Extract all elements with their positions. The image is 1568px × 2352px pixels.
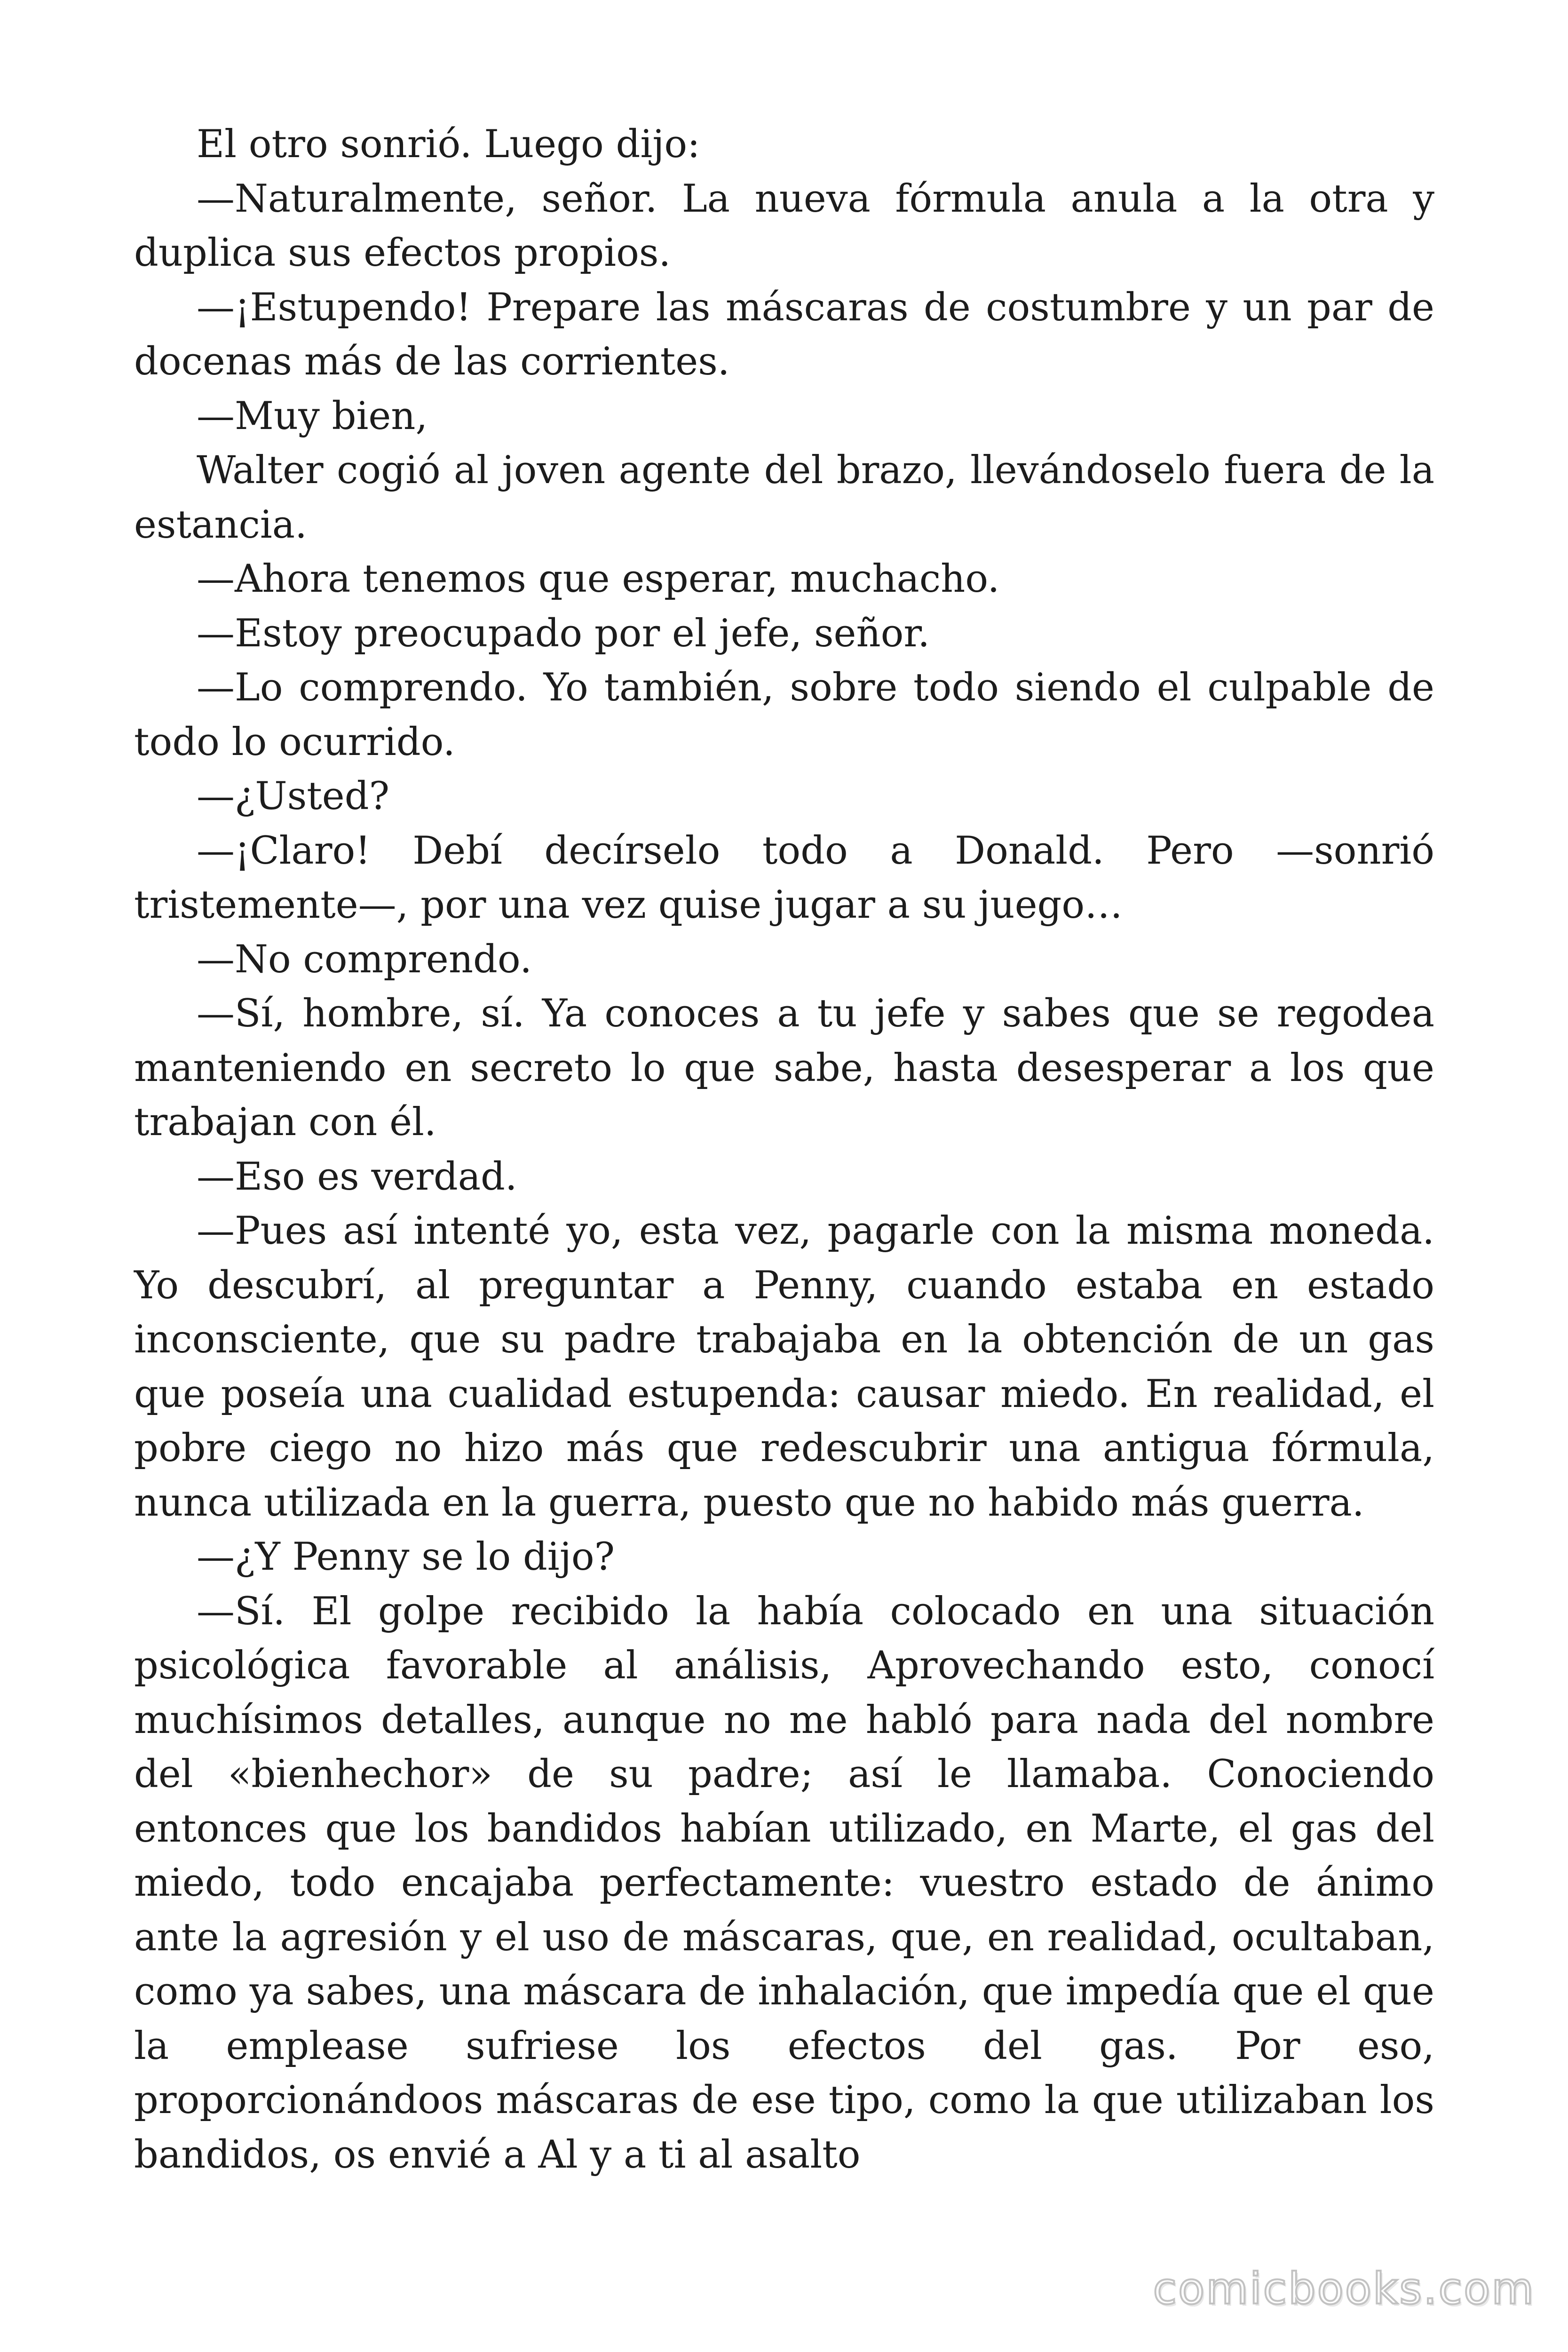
watermark-logo: comicbooks.com <box>1153 2264 1535 2314</box>
paragraph: —¡Claro! Debí decírselo todo a Donald. Pero —sonrió tristemente—, por una vez quise jugar a su juego… <box>134 828 1434 927</box>
paragraph: —Muy bien, <box>197 394 428 438</box>
paragraph: —¡Estupendo! Prepare las máscaras de costumbre y un par de docenas más de las corrientes. <box>134 285 1434 384</box>
paragraph: —Sí. El golpe recibido la había colocado en una situación psicológica favorable al análisis, Aprovechando esto, conocí muchísimos detalles, aunque no me habló para nada del nombre del «bienhechor» de su padre; así le llamaba. Conociendo entonces que los bandidos habían utilizado, en Marte, el gas del miedo, todo encajaba perfectamente: vuestro estado de ánimo ante la agresión y el uso de máscaras, que, en realidad, ocultaban, como ya sabes, una máscara de inhalación, que impedía que el que la emplease sufriese los efectos del gas. Por eso, proporcionándoos máscaras de ese tipo, como la que utilizaban los bandidos, os envié a Al y a ti al asalto <box>134 1589 1434 2177</box>
paragraph: —Pues así intenté yo, esta vez, pagarle con la misma moneda. Yo descubrí, al preguntar a Penny, cuando estaba en estado inconsciente, que su padre trabajaba en la obtención de un gas que poseía una cualidad estupenda: causar miedo. En realidad, el pobre ciego no hizo más que redescubrir una antigua fórmula, nunca utilizada en la guerra, puesto que no habido más guerra. <box>134 1209 1434 1525</box>
paragraph: —Naturalmente, señor. La nueva fórmula anula a la otra y duplica sus efectos propios. <box>134 176 1434 275</box>
paragraph: —Sí, hombre, sí. Ya conoces a tu jefe y sabes que se regodea manteniendo en secreto lo que sabe, hasta desesperar a los que trabajan con él. <box>134 992 1434 1144</box>
paragraph: Walter cogió al joven agente del brazo, llevándoselo fuera de la estancia. <box>134 448 1434 547</box>
paragraph: —Lo comprendo. Yo también, sobre todo siendo el culpable de todo lo ocurrido. <box>134 666 1434 764</box>
paragraph: El otro sonrió. Luego dijo: <box>197 122 700 167</box>
paragraph: —Estoy preocupado por el jefe, señor. <box>197 611 930 656</box>
paragraph: —No comprendo. <box>197 937 532 982</box>
paragraph: —¿Usted? <box>197 774 390 818</box>
paragraph: —¿Y Penny se lo dijo? <box>197 1535 615 1579</box>
paragraph: —Eso es verdad. <box>197 1154 517 1199</box>
body-text <box>134 118 1434 2182</box>
paragraph: —Ahora tenemos que esperar, muchacho. <box>197 557 1000 601</box>
